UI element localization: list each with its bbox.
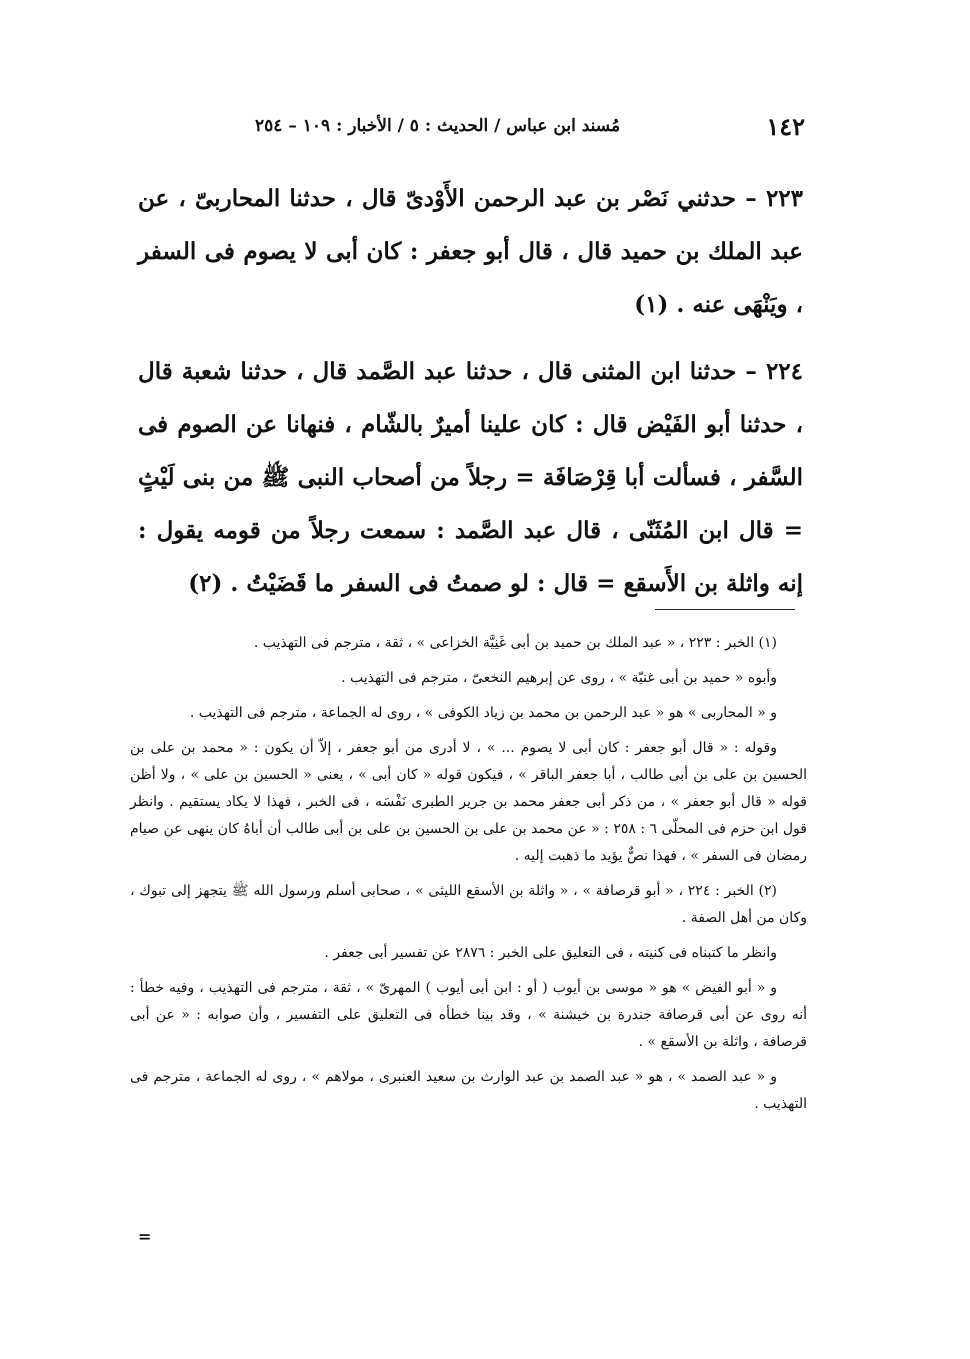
footnote-2-line: وانظر ما كتبناه فى كنيته ، فى التعليق على الخبر : ٢٨٧٦ عن تفسير أبى جعفر . <box>324 945 777 961</box>
page-number: ١٤٢ <box>766 112 805 141</box>
footnotes <box>130 630 807 1126</box>
footnote-2-line: و « أبو الفيض » هو « موسى بن أيوب ( أو : ابن أبى أيوب ) المهرىّ » ، ثقة ، مترجم فى التهذيب ، وفيه خطأ : أنه روى عن أبى قرصافة جندرة بن خيشنة » ، وقد بينا خطأه فى التعليق على التفسير ، وأن صوابه : « عن أبى قرصافة ، واثلة بن الأسقع » . <box>130 980 807 1050</box>
footnote-2: (٢) الخبر : ٢٢٤ ، « أبو قرصافة » ، « واثلة بن الأسقع الليثى » ، صحابى أسلم ورسول الله ﷺ يتجهز إلى تبوك ، وكان من أهل الصفة . <box>130 883 807 926</box>
footnote-1-line: وأبوه « حميد بن أبى غنيّة » ، روى عن إبرهيم النخعىّ ، مترجم فى التهذيب . <box>341 670 777 686</box>
footnote-2-line: و « عبد الصمد » ، هو « عبد الصمد بن عبد الوارث بن سعيد العنبرى ، مولاهم » ، روى له الجماعة ، مترجم فى التهذيب . <box>130 1069 807 1112</box>
continuation-mark: = <box>138 1227 152 1246</box>
main-text <box>138 172 803 610</box>
footnote-1: (١) الخبر : ٢٢٣ ، « عبد الملك بن حميد بن أبى غَنِيَّة الخزاعى » ، ثقة ، مترجم فى التهذيب . <box>253 635 777 651</box>
footnote-1-line: وقوله : « قال أبو جعفر : كان أبى لا يصوم ... » ، لا أدرى من أبو جعفر ، إلاّ أن يكون : « محمد بن على بن الحسين بن على بن أبى طالب ، أبا جعفر الباقر » ، فيكون قوله « كان أبى » ، يعنى « الحسين بن على » ، ولا أظن قوله « قال أبو جعفر » ، من ذكر أبى جعفر محمد بن جرير الطبرى نَفْسَه ، فى الخبر ، فهذا لا يكاد يستقيم . وانظر قول ابن حزم فى المحلّى ٦ : ٢٥٨ : « عن محمد بن على بن الحسين بن على بن أبى طالب أن أباهُ كان ينهى عن صيام رمضان فى السفر » ، فهذا نصٌّ يؤيد ما ذهبت إليه . <box>130 740 807 864</box>
footnote-1-line: و « المحاربى » هو « عبد الرحمن بن محمد بن زياد الكوفى » ، روى له الجماعة ، مترجم فى التهذيب . <box>189 705 777 721</box>
page-header <box>255 112 805 148</box>
hadith-223: ٢٢٣ – حدثني نَصْر بن عبد الرحمن الأَوْدىّ قال ، حدثنا المحاربىّ ، عن عبد الملك بن حميد قال ، قال أبو جعفر : كان أبى لا يصوم فى السفر ، ويَنْهَى عنه . (١) <box>138 185 803 318</box>
running-head: مُسند ابن عباس / الحديث : ٥ / الأخبار : ١٠٩ – ٢٥٤ <box>255 116 621 136</box>
hadith-224: ٢٢٤ – حدثنا ابن المثنى قال ، حدثنا عبد الصَّمد قال ، حدثنا شعبة قال ، حدثنا أبو الفَيْض قال : كان علينا أميرٌ بالشّام ، فنهانا عن الصوم فى السَّفر ، فسألت أبا قِرْصَافَة = رجلاً من أصحاب النبى ﷺ من بنى لَيْثٍ = قال ابن المُثَنّى ، قال عبد الصَّمد : سمعت رجلاً من قومه يقول : إنه واثلة بن الأَسقع = قال : لو صمتُ فى السفر ما قَضَيْتُ . (٢) <box>138 358 803 597</box>
footnote-divider <box>655 609 795 610</box>
